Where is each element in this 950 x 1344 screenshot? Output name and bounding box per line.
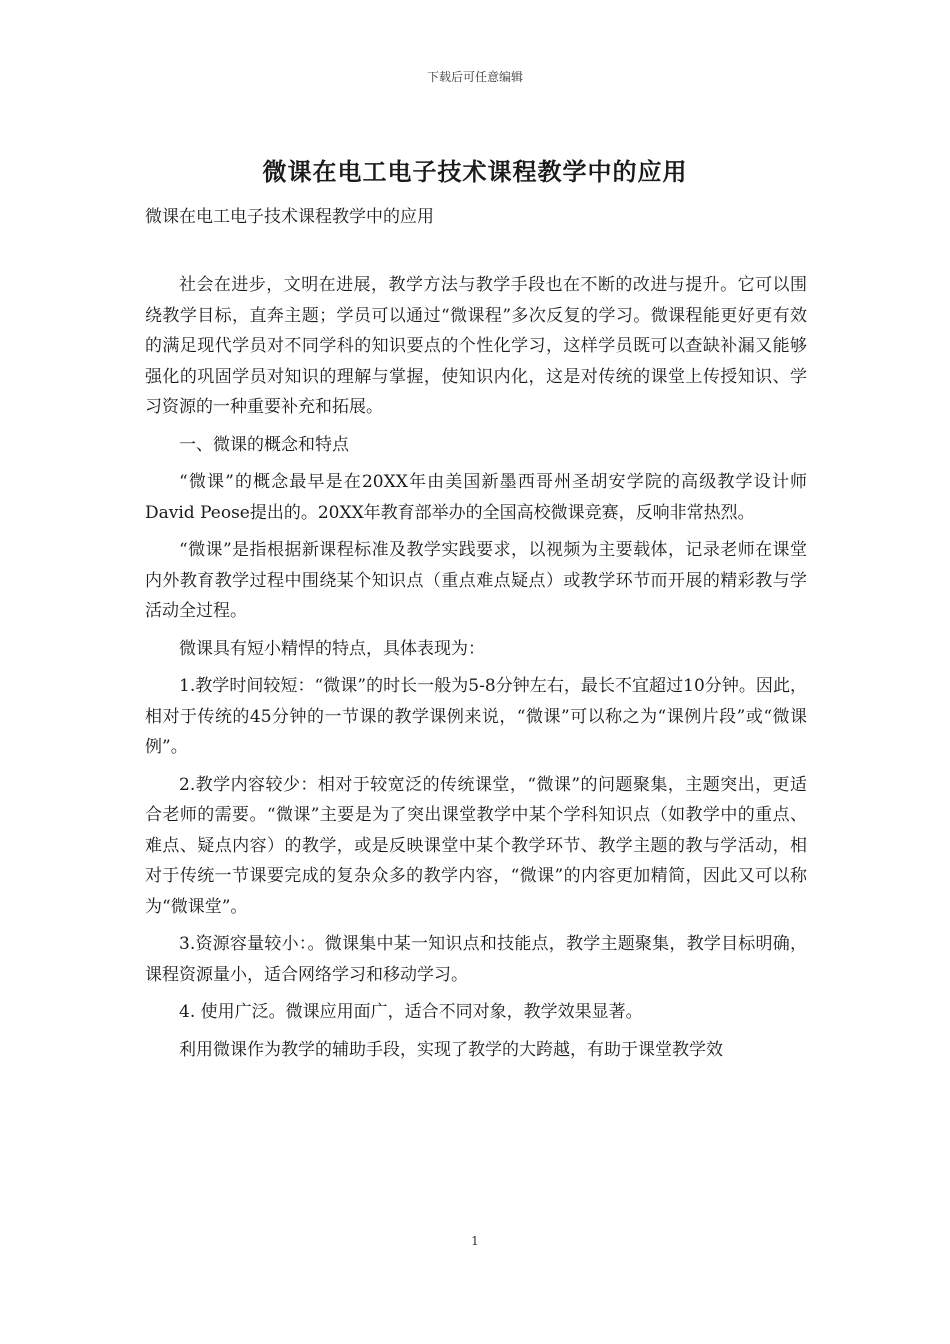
list-item-time: 1.教学时间较短：“微课”的时长一般为5-8分钟左右，最长不宜超过10分钟。因此，相对于传统的45分钟的一节课的教学课例来说，“微课”可以称之为“课例片段”或“微课例”。 bbox=[145, 676, 807, 757]
document-body bbox=[145, 270, 807, 1072]
document-subtitle: 微课在电工电子技术课程教学中的应用 bbox=[145, 207, 434, 227]
list-item-content: 2.教学内容较少：相对于较宽泛的传统课堂，“微课”的问题聚集，主题突出，更适合老师的需要。“微课”主要是为了突出课堂教学中某个学科知识点（如教学中的重点、难点、疑点内容）的教学，或是反映课堂中某个教学环节、教学主题的教与学活动，相对于传统一节课要完成的复杂众多的教学内容，“微课”的内容更加精简，因此又可以称为“微课堂”。 bbox=[145, 774, 807, 917]
paragraph-origin: “微课”的概念最早是在20XX年由美国新墨西哥州圣胡安学院的高级教学设计师David Peose提出的。20XX年教育部举办的全国高校微课竞赛，反响非常热烈。 bbox=[145, 472, 807, 523]
list-item-resources: 3.资源容量较小：。微课集中某一知识点和技能点，教学主题聚集，教学目标明确，课程资源量小，适合网络学习和移动学习。 bbox=[145, 934, 807, 985]
paragraph-definition: “微课”是指根据新课程标准及教学实践要求，以视频为主要载体，记录老师在课堂内外教育教学过程中围绕某个知识点（重点难点疑点）或教学环节而开展的精彩教与学活动全过程。 bbox=[145, 540, 807, 621]
section-heading-concept: 一、微课的概念和特点 bbox=[179, 434, 349, 455]
header-note: 下载后可任意编辑 bbox=[426, 70, 523, 84]
paragraph-intro: 社会在进步，文明在进展，教学方法与教学手段也在不断的改进与提升。它可以围绕教学目标，直奔主题；学员可以通过“微课程”多次反复的学习。微课程能更好更有效的满足现代学员对不同学科的知识要点的个性化学习，这样学员既可以查缺补漏又能够强化的巩固学员对知识的理解与掌握，使知识内化，这是对传统的课堂上传授知识、学习资源的一种重要补充和拓展。 bbox=[145, 275, 807, 417]
paragraph-continuation: 利用微课作为教学的辅助手段，实现了教学的大跨越，有助于课堂教学效 bbox=[179, 1039, 723, 1060]
page-number: 1 bbox=[471, 1234, 479, 1248]
paragraph-features-lead: 微课具有短小精悍的特点，具体表现为： bbox=[179, 638, 485, 659]
document-title: 微课在电工电子技术课程教学中的应用 bbox=[262, 157, 688, 186]
list-item-usage: 4. 使用广泛。微课应用面广，适合不同对象，教学效果显著。 bbox=[179, 1002, 643, 1022]
